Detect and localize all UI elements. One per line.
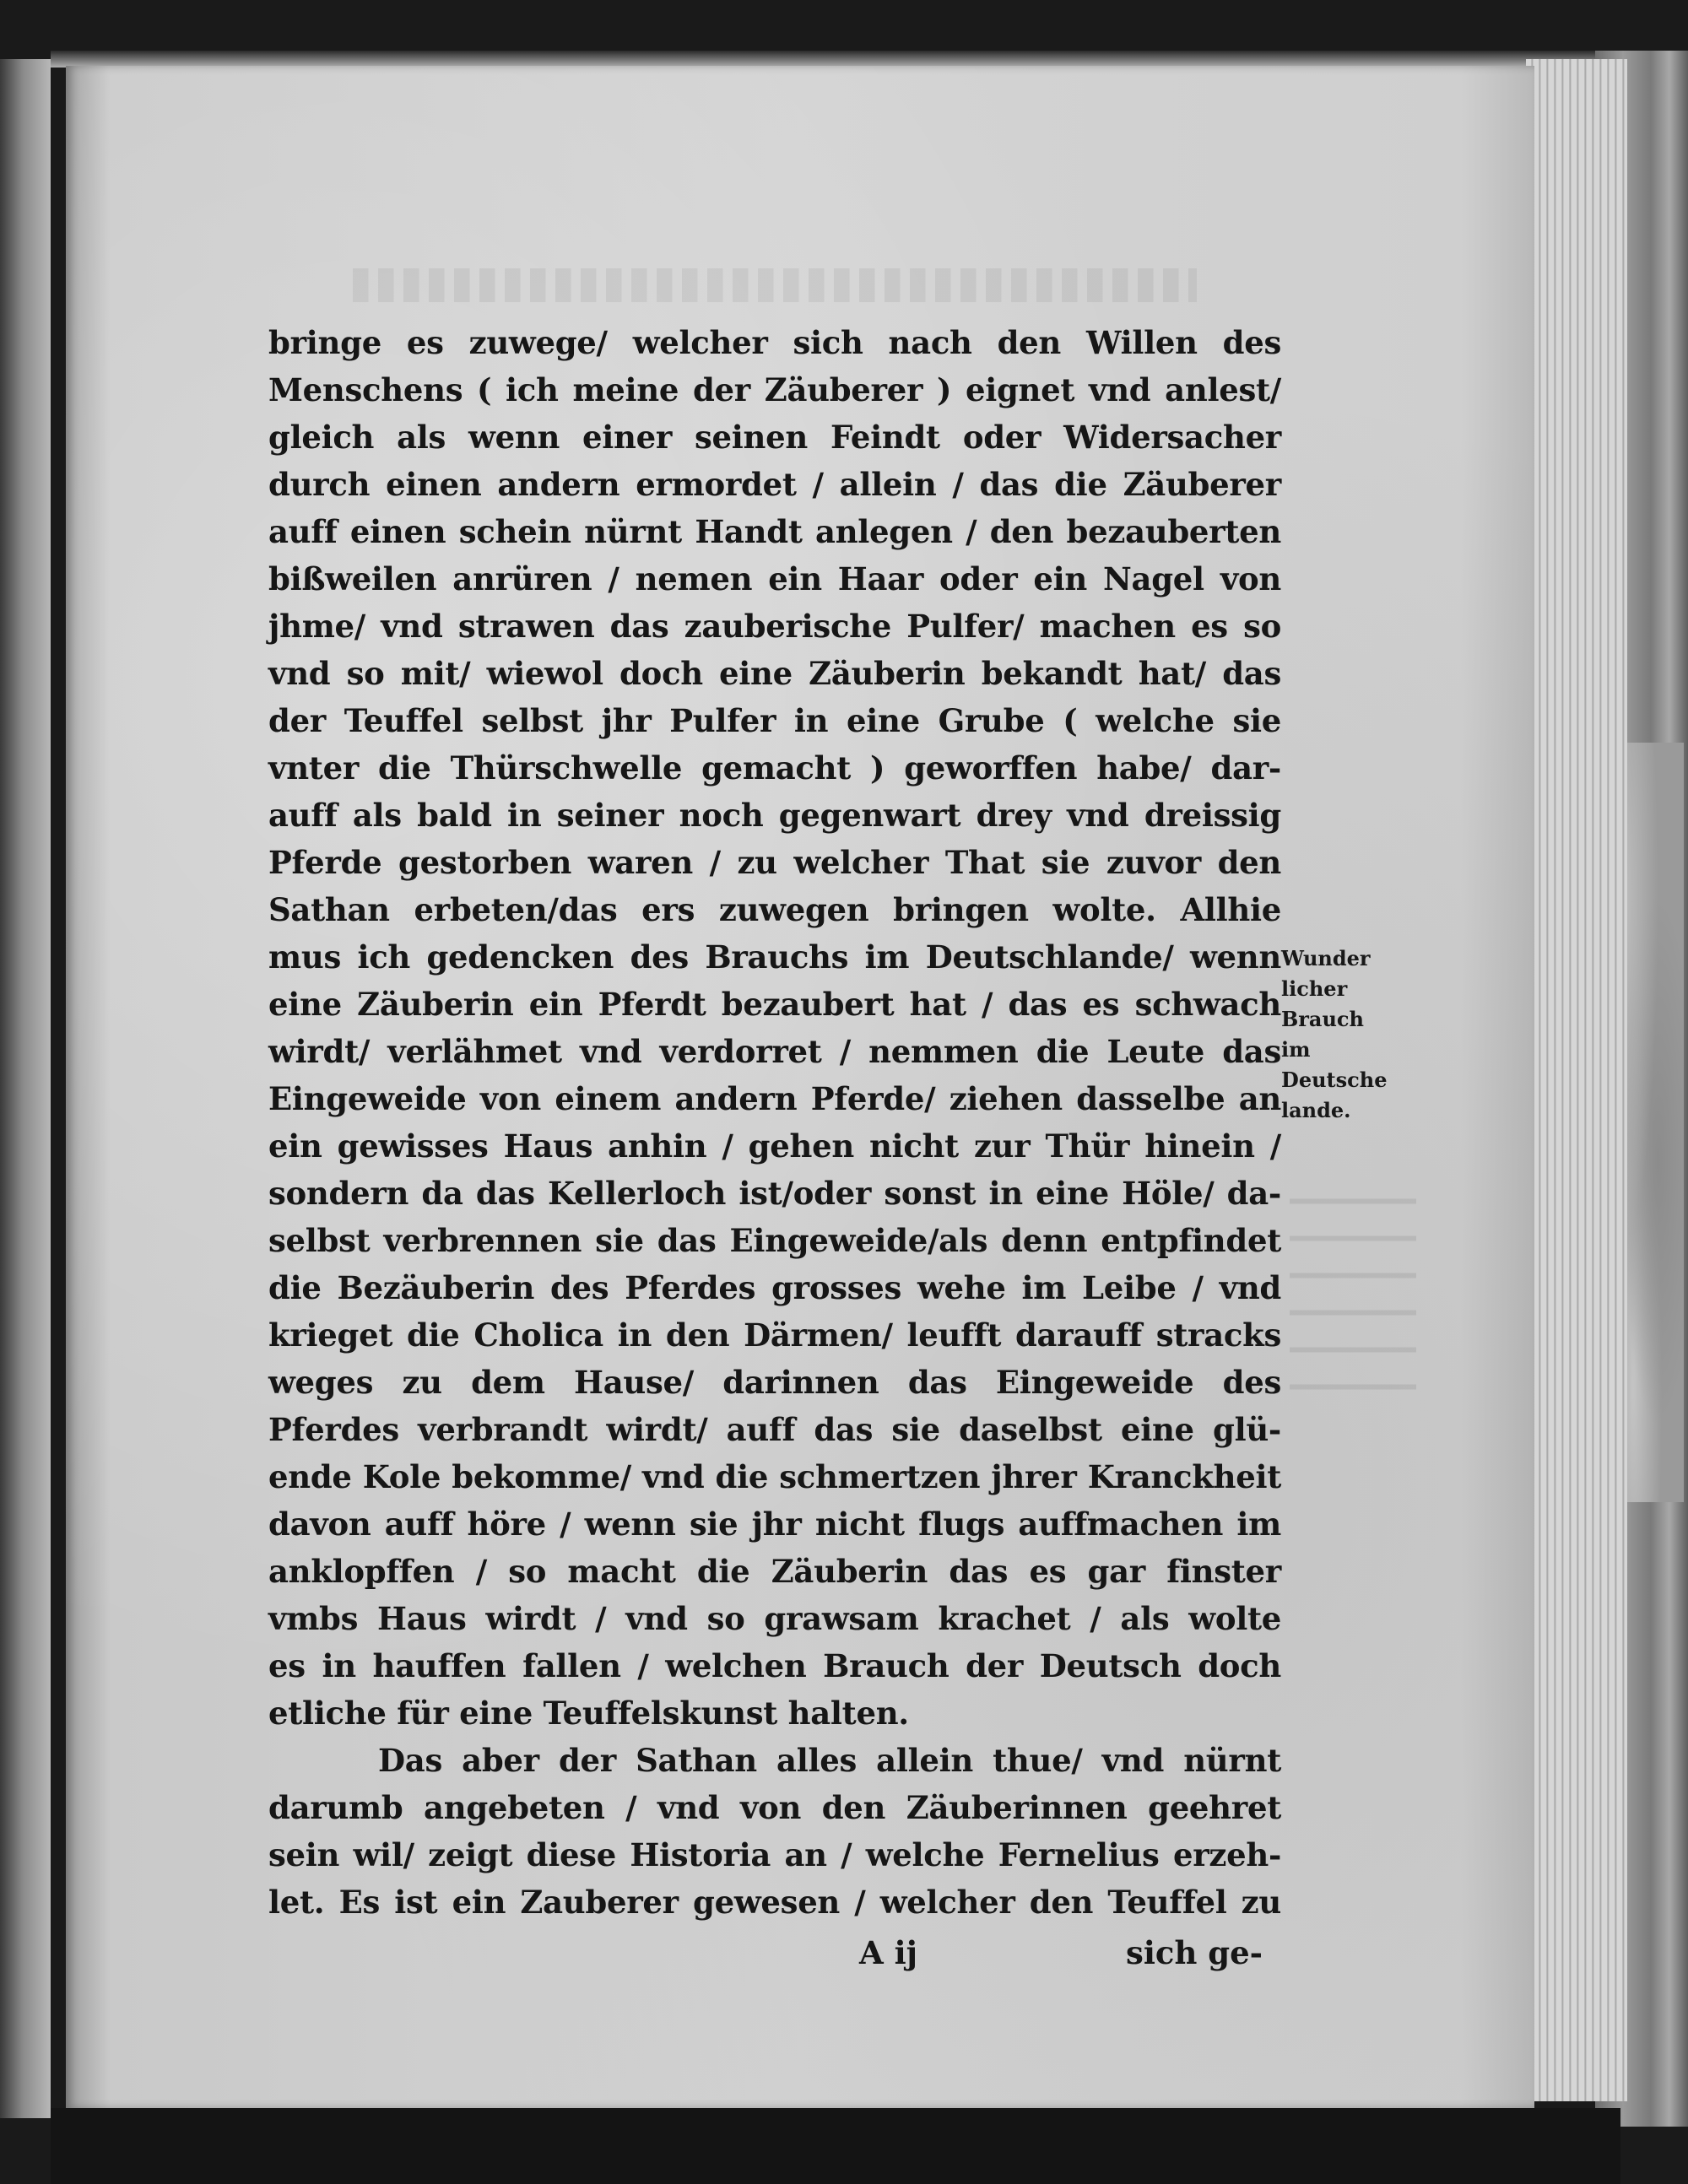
text-line: krieget die Cholica in den Därmen/ leufft darauff stracks <box>268 1316 1281 1354</box>
marginal-note-line: licher <box>1281 976 1348 1001</box>
marginal-note-line: Wunder <box>1281 946 1371 970</box>
text-line: wirdt/ verlähmet vnd verdorret / nemmen die Leute das <box>268 1033 1281 1070</box>
page-footer-line <box>268 1929 1281 1976</box>
text-line-paragraph-start: Das aber der Sathan alles allein thue/ vnd nürnt <box>378 1742 1281 1779</box>
text-line: bringe es zuwege/ welcher sich nach den Willen des <box>268 324 1281 361</box>
marginal-note-line: Brauch <box>1281 1007 1364 1031</box>
text-line: davon auff höre / wenn sie jhr nicht flugs auffmachen im <box>268 1506 1281 1543</box>
text-line: anklopffen / so macht die Zäuberin das es gar finster <box>268 1553 1281 1590</box>
text-line: vnd so mit/ wiewol doch eine Zäuberin bekandt hat/ das <box>268 655 1281 692</box>
show-through-marginal <box>1290 1180 1416 1399</box>
text-line: vmbs Haus wirdt / vnd so grawsam krachet / als wolte <box>268 1600 1281 1637</box>
text-line: jhme/ vnd strawen das zauberische Pulfer/ machen es so <box>268 608 1281 645</box>
catchword: sich ge- <box>1126 1934 1263 1971</box>
book-binding-left <box>0 59 51 2118</box>
text-line: vnter die Thürschwelle gemacht ) geworffen habe/ dar- <box>268 749 1281 787</box>
show-through-text <box>353 268 1197 302</box>
text-line: die Bezäuberin des Pferdes grosses wehe im Leibe / vnd <box>268 1269 1281 1306</box>
text-line: bißweilen anrüren / nemen ein Haar oder ein Nagel von <box>268 560 1281 597</box>
signature-mark: A ij <box>859 1934 918 1971</box>
marginal-note-line: Deutsche <box>1281 1068 1388 1092</box>
text-line: selbst verbrennen sie das Eingeweide/als denn entpfindet <box>268 1222 1281 1259</box>
book-page <box>66 66 1534 2108</box>
text-line: sein wil/ zeigt diese Historia an / welche Fernelius erzeh- <box>268 1836 1281 1873</box>
text-line: ende Kole bekomme/ vnd die schmertzen jhrer Kranckheit <box>268 1458 1281 1495</box>
text-line: Sathan erbeten/das ers zuwegen bringen wolte. Allhie <box>268 891 1281 928</box>
text-line: auff als bald in seiner noch gegenwart drey vnd dreissig <box>268 797 1281 834</box>
main-text-block <box>268 319 1281 1926</box>
text-line: der Teuffel selbst jhr Pulfer in eine Grube ( welche sie <box>268 702 1281 739</box>
text-line: Eingeweide von einem andern Pferde/ ziehen dasselbe an <box>268 1080 1281 1117</box>
marginal-note-line: im <box>1281 1037 1311 1062</box>
text-line: darumb angebeten / vnd von den Zäuberinnen geehret <box>268 1789 1281 1826</box>
text-line: gleich als wenn einer seinen Feindt oder Widersacher <box>268 419 1281 456</box>
marginal-note <box>1281 943 1408 1126</box>
text-line: durch einen andern ermordet / allein / das die Zäuberer <box>268 466 1281 503</box>
text-line: Pferdes verbrandt wirdt/ auff das sie daselbst eine glü- <box>268 1411 1281 1448</box>
page-edges <box>1526 59 1627 2101</box>
page-bottom-shadow <box>51 2108 1620 2184</box>
text-line: let. Es ist ein Zauberer gewesen / welcher den Teuffel zu <box>268 1884 1281 1921</box>
text-line: weges zu dem Hause/ darinnen das Eingeweide des <box>268 1364 1281 1401</box>
marginal-note-line: lande. <box>1281 1098 1351 1122</box>
text-line: sondern da das Kellerloch ist/oder sonst in eine Höle/ da- <box>268 1175 1281 1212</box>
text-line: ein gewisses Haus anhin / gehen nicht zur Thür hinein / <box>268 1127 1281 1165</box>
text-line: Menschens ( ich meine der Zäuberer ) eignet vnd anlest/ <box>268 371 1281 408</box>
text-line: eine Zäuberin ein Pferdt bezaubert hat / das es schwach <box>268 986 1281 1023</box>
text-line: Pferde gestorben waren / zu welcher That sie zuvor den <box>268 844 1281 881</box>
text-line: auff einen schein nürnt Handt anlegen / den bezauberten <box>268 513 1281 550</box>
text-line: mus ich gedencken des Brauchs im Deutschlande/ wenn <box>268 938 1281 976</box>
text-line: es in hauffen fallen / welchen Brauch der Deutsch doch <box>268 1647 1281 1684</box>
book-top-edge <box>51 51 1595 68</box>
text-line-paragraph-end: etliche für eine Teuffelskunst halten. <box>268 1695 909 1732</box>
